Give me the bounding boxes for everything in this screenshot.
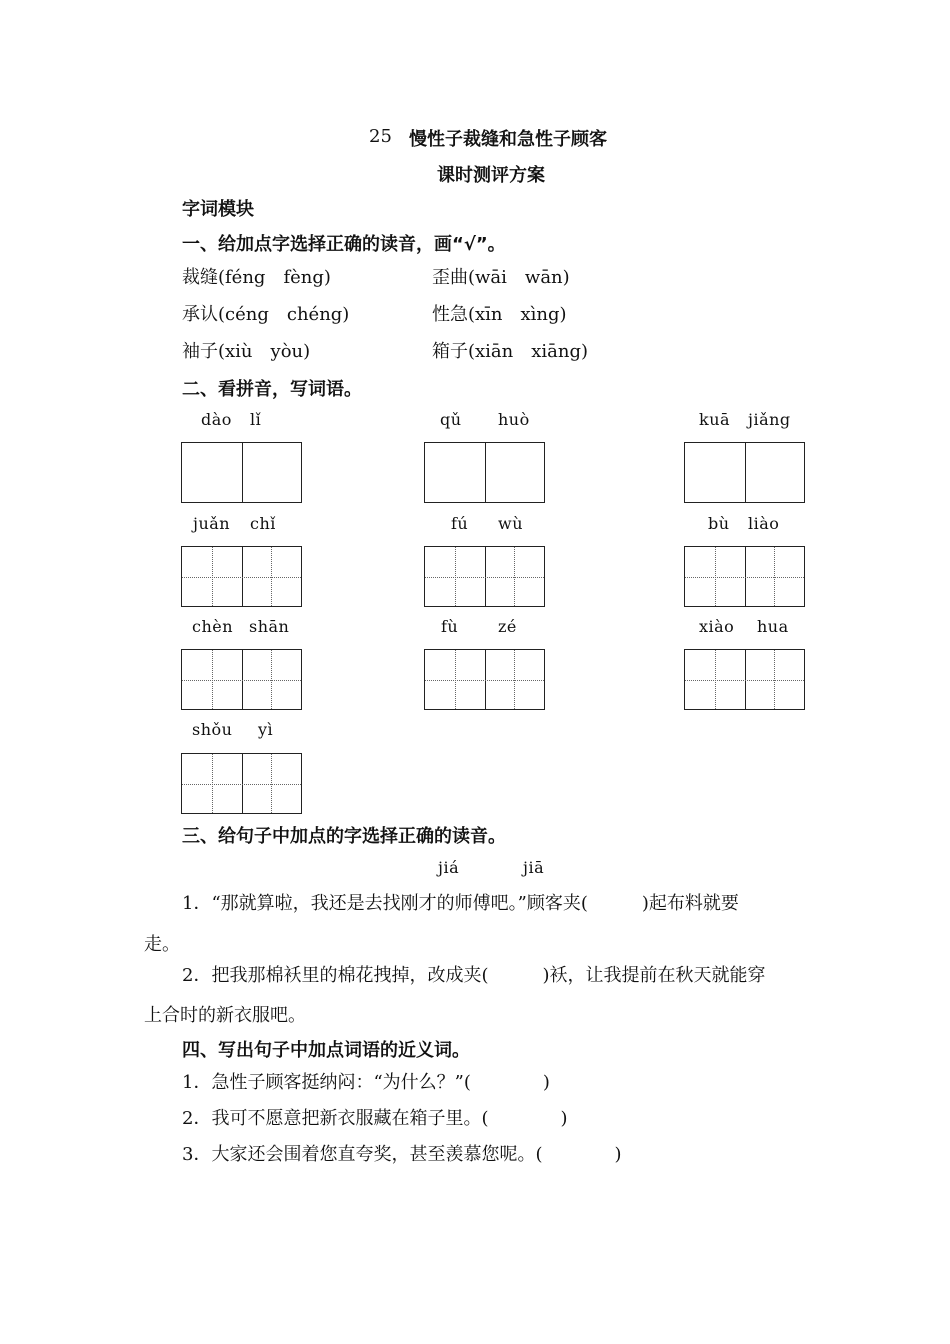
pinyin-2b: huò (498, 410, 530, 429)
page-title: 慢性子裁缝和急性子顾客 (409, 129, 607, 150)
s4-item-2: 2．我可不愿意把新衣服藏在箱子里。( ) (182, 1108, 568, 1129)
pinyin-5a: fú (451, 514, 469, 533)
writing-grid[interactable] (181, 753, 302, 814)
s3-sentence-1-line1: 1．“那就算啦，我还是去找刚才的师傅吧。”顾客夹( )起布料就要 (182, 893, 739, 914)
page-subtitle: 课时测评方案 (437, 165, 545, 186)
pinyin-6b: liào (748, 514, 780, 533)
writing-grid[interactable] (684, 546, 805, 607)
section4-heading: 四、写出句子中加点词语的近义词。 (182, 1040, 470, 1061)
s1-item-3: 承认(céng chéng) (182, 304, 350, 325)
s3-sentence-1-line2: 走。 (144, 934, 180, 955)
s1-item-6: 箱子(xiān xiāng) (432, 341, 589, 362)
pinyin-7a: chèn (192, 617, 234, 636)
writing-box[interactable] (424, 442, 545, 503)
pinyin-2a: qǔ (440, 410, 462, 429)
pinyin-1a: dào (201, 410, 232, 429)
pinyin-4a: juǎn (193, 514, 231, 533)
s4-item-1: 1．急性子顾客挺纳闷：“为什么？”( ) (182, 1072, 550, 1093)
pinyin-8b: zé (498, 617, 517, 636)
reading-option-1: jiá (438, 858, 460, 877)
pinyin-10b: yì (258, 720, 274, 739)
writing-grid[interactable] (424, 649, 545, 710)
pinyin-8a: fù (441, 617, 459, 636)
reading-option-2: jiā (523, 858, 545, 877)
pinyin-4b: chǐ (250, 514, 276, 533)
module-label: 字词模块 (182, 199, 254, 220)
pinyin-7b: shān (249, 617, 290, 636)
writing-grid[interactable] (181, 546, 302, 607)
pinyin-9a: xiào (699, 617, 735, 636)
writing-grid[interactable] (181, 649, 302, 710)
section1-heading: 一、给加点字选择正确的读音，画“√”。 (182, 234, 506, 255)
pinyin-10a: shǒu (192, 720, 233, 739)
s3-sentence-2-line2: 上合时的新衣服吧。 (144, 1005, 306, 1026)
pinyin-1b: lǐ (250, 410, 262, 429)
pinyin-3a: kuā (699, 410, 731, 429)
pinyin-9b: hua (757, 617, 789, 636)
s1-item-5: 袖子(xiù yòu) (182, 341, 311, 362)
s1-item-2: 歪曲(wāi wān) (432, 267, 570, 288)
pinyin-3b: jiǎng (748, 410, 791, 429)
writing-grid[interactable] (684, 649, 805, 710)
pinyin-6a: bù (708, 514, 730, 533)
writing-grid[interactable] (424, 546, 545, 607)
section2-heading: 二、看拼音，写词语。 (182, 379, 362, 400)
section3-heading: 三、给句子中加点的字选择正确的读音。 (182, 826, 506, 847)
s3-sentence-2-line1: 2．把我那棉袄里的棉花拽掉，改成夹( )袄，让我提前在秋天就能穿 (182, 965, 766, 986)
s1-item-1: 裁缝(féng fèng) (182, 267, 331, 288)
writing-box[interactable] (684, 442, 805, 503)
s1-item-4: 性急(xīn xìng) (432, 304, 567, 325)
s4-item-3: 3．大家还会围着您直夸奖，甚至羡慕您呢。( ) (182, 1144, 622, 1165)
lesson-number: 25 (369, 126, 392, 147)
writing-box[interactable] (181, 442, 302, 503)
pinyin-5b: wù (498, 514, 523, 533)
